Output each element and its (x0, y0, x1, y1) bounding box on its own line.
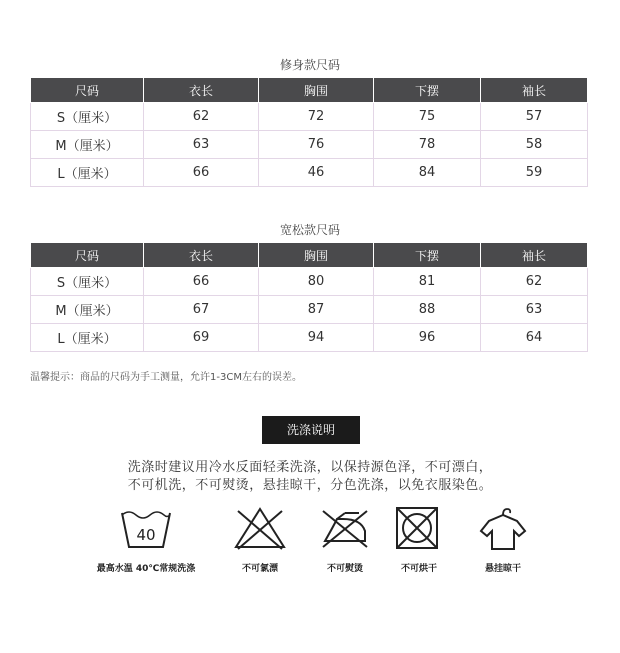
table-cell: 72 (259, 103, 374, 131)
care-item-hang-dry (443, 505, 563, 574)
table-cell: S（厘米） (31, 103, 144, 131)
table-row (31, 103, 588, 131)
slim-size-table (30, 77, 588, 187)
table-cell: 63 (144, 131, 259, 159)
table-cell: M（厘米） (31, 296, 144, 324)
table-row (31, 324, 588, 352)
table-cell: 59 (481, 159, 588, 187)
no-tumble-dry-icon (391, 505, 447, 551)
table-cell: 67 (144, 296, 259, 324)
table-row (31, 268, 588, 296)
table-cell: M（厘米） (31, 131, 144, 159)
header-sleeve: 袖长 (481, 243, 588, 268)
header-chest: 胸围 (259, 78, 374, 103)
wash-instructions-line-2: 不可机洗，不可熨烫，悬挂晾干，分色洗涤，以免衣服染色。 (127, 478, 493, 493)
slim-table-title: 修身款尺码 (279, 58, 340, 72)
no-bleach-icon (232, 505, 288, 551)
table-cell: 80 (259, 268, 374, 296)
table-cell: L（厘米） (31, 324, 144, 352)
loose-size-table (30, 242, 588, 352)
table-cell: 62 (481, 268, 588, 296)
hang-dry-icon (475, 505, 531, 551)
wash-40-icon (118, 505, 174, 551)
table-cell: 58 (481, 131, 588, 159)
table-cell: 96 (374, 324, 481, 352)
care-label: 最高水温 40℃常规洗涤 (96, 564, 196, 574)
table-header-row (31, 243, 588, 268)
care-item-wash-40 (86, 505, 206, 574)
table-cell: 46 (259, 159, 374, 187)
table-cell: 78 (374, 131, 481, 159)
table-cell: 64 (481, 324, 588, 352)
table-cell: 57 (481, 103, 588, 131)
table-cell: 94 (259, 324, 374, 352)
wash-instructions-line-1: 洗涤时建议用冷水反面轻柔洗涤，以保持源色泽，不可漂白， (127, 460, 493, 475)
table-cell: 66 (144, 159, 259, 187)
table-cell: 87 (259, 296, 374, 324)
table-cell: 69 (144, 324, 259, 352)
care-label: 不可氯漂 (241, 564, 278, 574)
table-row (31, 159, 588, 187)
wash-temperature: 40 (136, 526, 156, 544)
header-length: 衣长 (144, 78, 259, 103)
care-label: 不可熨烫 (326, 564, 363, 574)
table-cell: 62 (144, 103, 259, 131)
header-chest: 胸围 (259, 243, 374, 268)
header-hem: 下摆 (374, 243, 481, 268)
wash-instructions-title: 洗涤说明 (262, 416, 360, 444)
care-label: 不可烘干 (400, 564, 437, 574)
header-sleeve: 袖长 (481, 78, 588, 103)
header-size: 尺码 (31, 243, 144, 268)
header-hem: 下摆 (374, 78, 481, 103)
table-cell: S（厘米） (31, 268, 144, 296)
table-cell: 81 (374, 268, 481, 296)
table-cell: L（厘米） (31, 159, 144, 187)
table-cell: 63 (481, 296, 588, 324)
table-cell: 75 (374, 103, 481, 131)
table-row (31, 131, 588, 159)
table-cell: 76 (259, 131, 374, 159)
table-row (31, 296, 588, 324)
loose-table-title: 宽松款尺码 (279, 223, 340, 237)
header-length: 衣长 (144, 243, 259, 268)
table-cell: 84 (374, 159, 481, 187)
measurement-tip: 温馨提示：商品的尺码为手工测量，允许1-3CM左右的误差。 (30, 372, 302, 383)
header-size: 尺码 (31, 78, 144, 103)
table-cell: 88 (374, 296, 481, 324)
table-header-row (31, 78, 588, 103)
care-label: 悬挂晾干 (484, 564, 521, 574)
table-cell: 66 (144, 268, 259, 296)
